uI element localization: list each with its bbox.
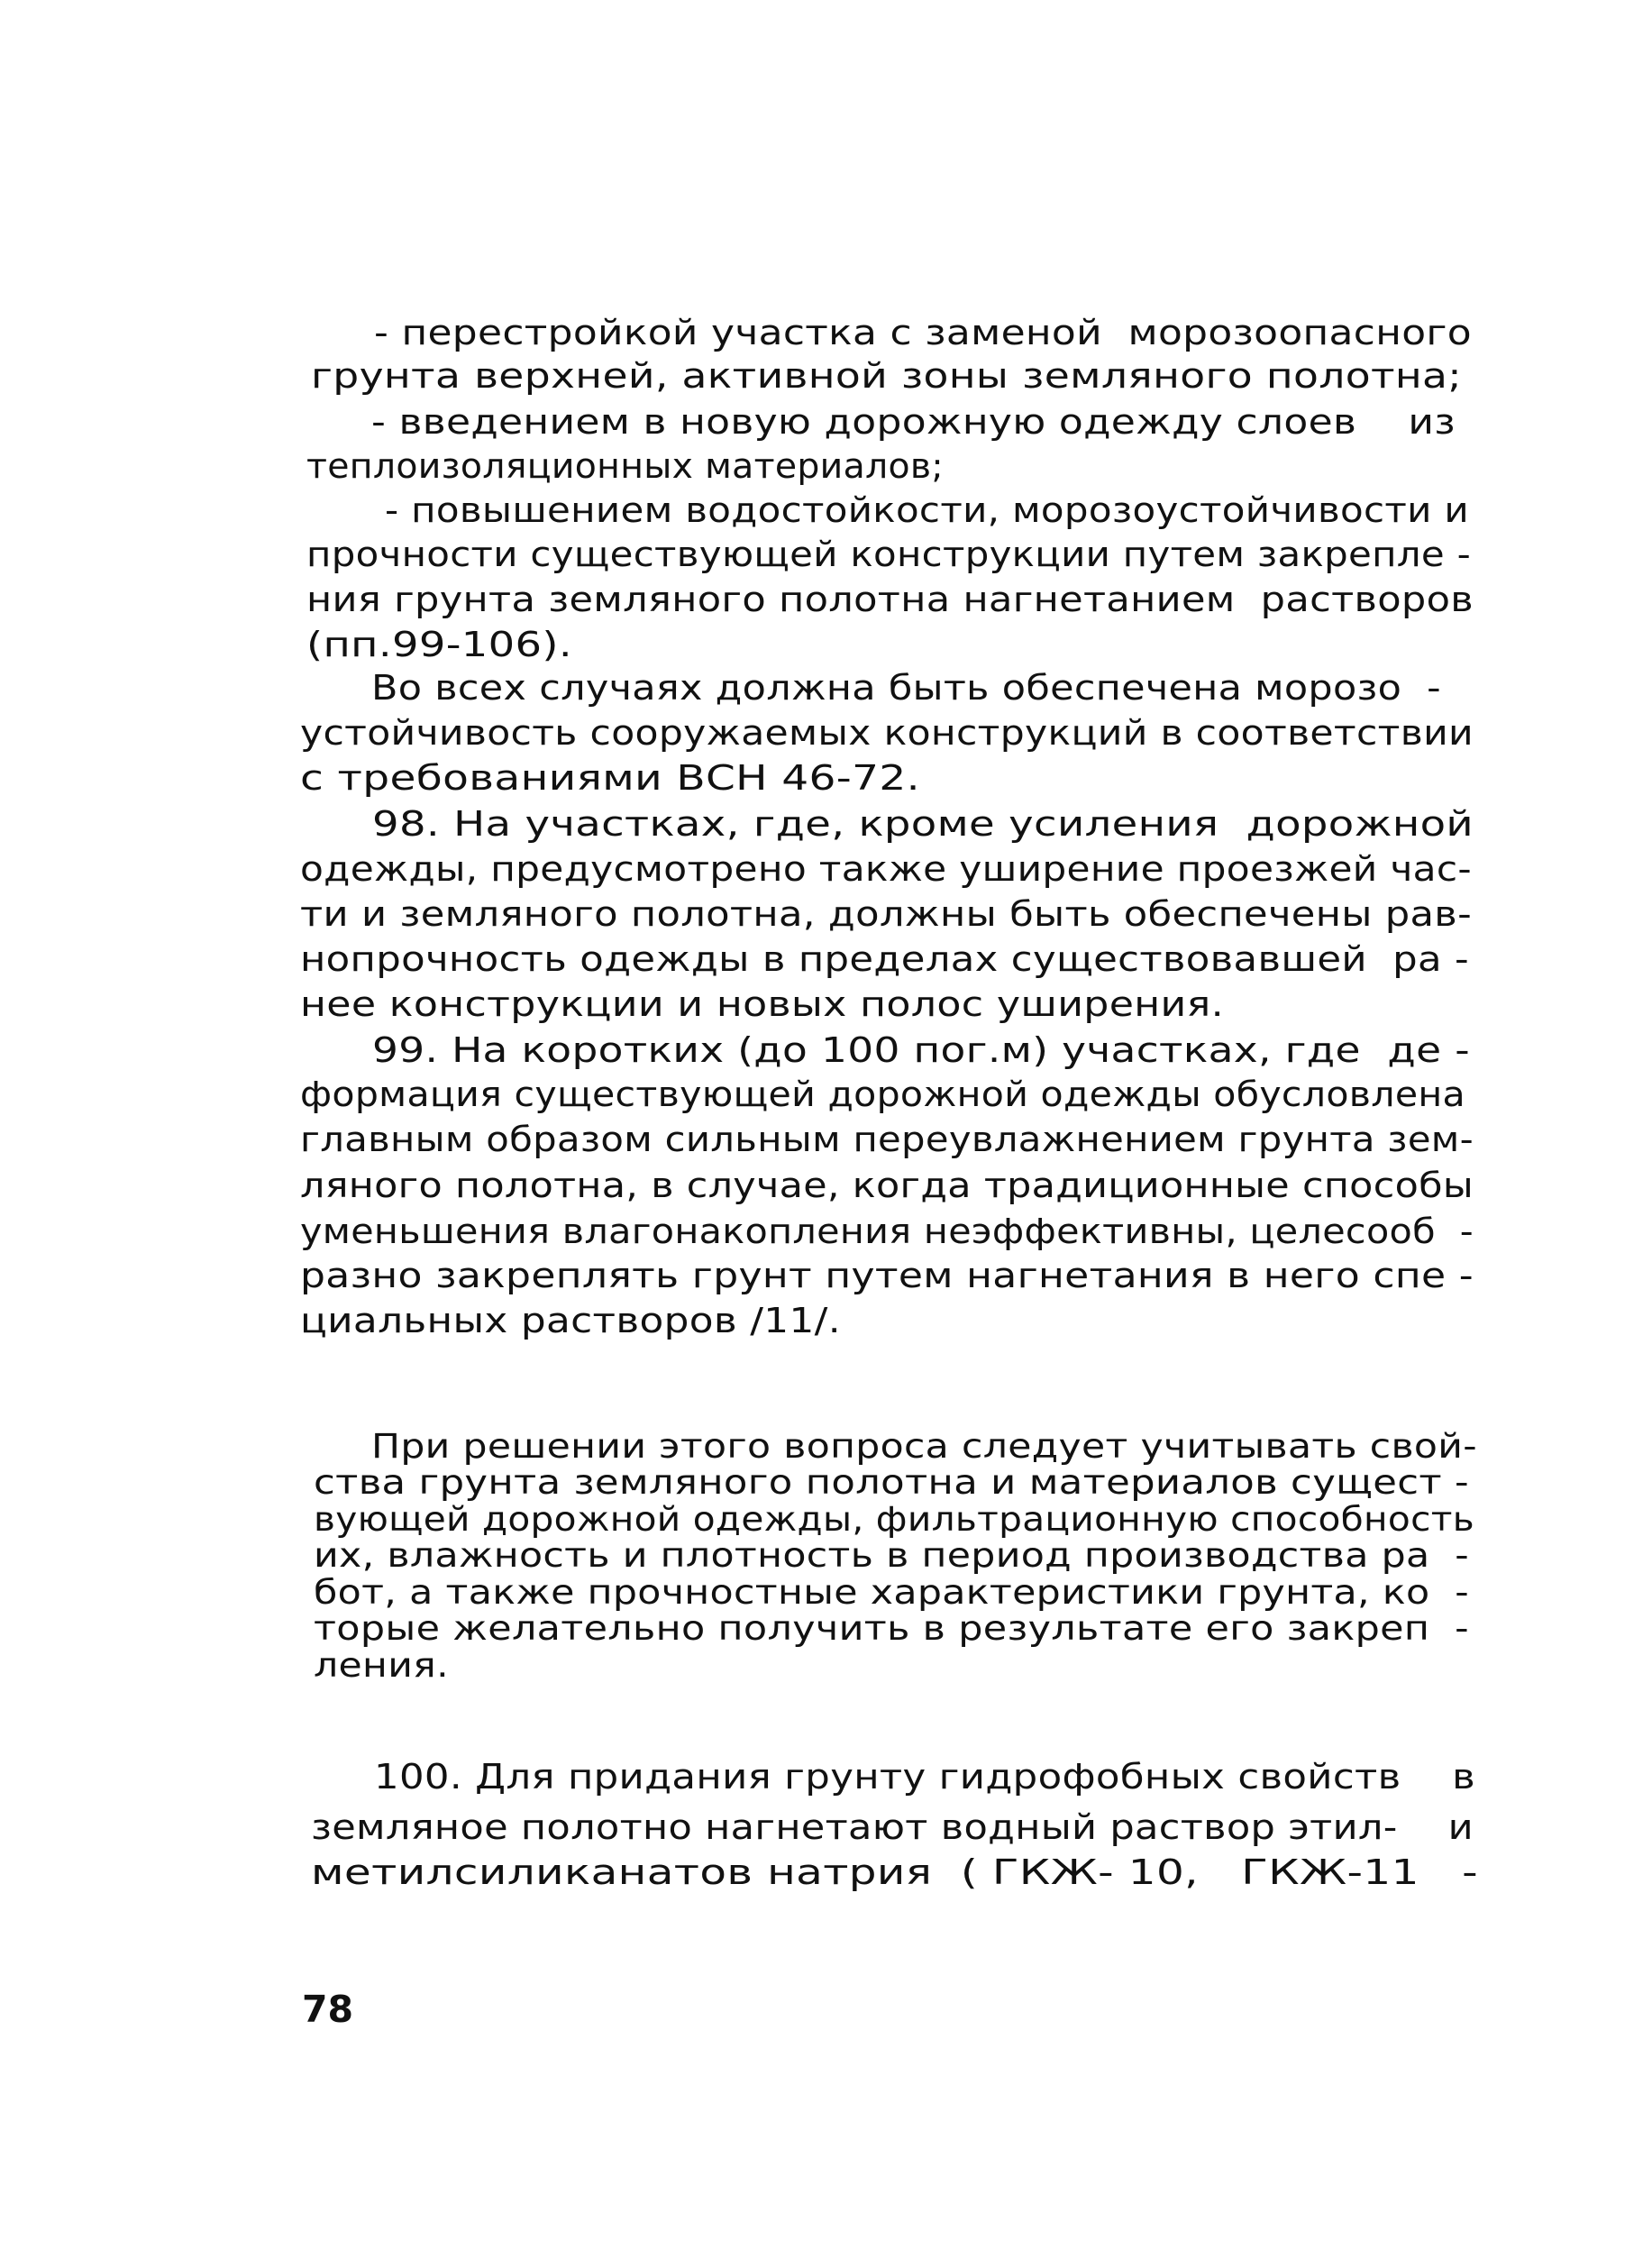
body-line-16: нее конструкции и новых полос уширения.	[300, 984, 1224, 1024]
body-line-11: с требованиями ВСН 46-72.	[300, 758, 920, 798]
note-line-2: ства грунта земляного полотна и материалов сущест -	[314, 1463, 1469, 1502]
body-line-13: одежды, предусмотрено также уширение проезжей час-	[300, 849, 1472, 889]
note-line-3: вующей дорожной одежды, фильтрационную способность	[314, 1500, 1474, 1539]
note-line-1: При решении этого вопроса следует учитывать свой-	[371, 1427, 1477, 1466]
body-line-18: формация существующей дорожной одежды обусловлена	[300, 1075, 1465, 1114]
body-line-8: (пп.99-106).	[306, 625, 572, 664]
body-line-4: теплоизоляционных материалов;	[306, 446, 944, 486]
body-line-12: 98. На участках, где, кроме усиления дорожной	[372, 804, 1474, 844]
body-line-9: Во всех случаях должна быть обеспечена морозо -	[371, 668, 1441, 708]
page-number: 78	[302, 1988, 354, 2031]
body-line-1: - перестройкой участка с заменой морозоопасного	[374, 313, 1472, 352]
body-line-22: разно закреплять грунт путем нагнетания в него спе -	[300, 1256, 1474, 1295]
note-line-6: торые желательно получить в результате его закреп -	[314, 1609, 1469, 1648]
body-line-19: главным образом сильным переувлажнением грунта зем-	[300, 1120, 1474, 1159]
body-line-17: 99. На коротких (до 100 пог.м) участках, где де -	[372, 1030, 1470, 1070]
body-line-5: - повышением водостойкости, морозоустойчивости и	[385, 490, 1469, 530]
closing-line-2: земляное полотно нагнетают водный раствор этил- и	[311, 1807, 1474, 1847]
body-line-2: грунта верхней, активной зоны земляного полотна;	[311, 356, 1462, 396]
body-line-6: прочности существующей конструкции путем закрепле -	[306, 535, 1471, 574]
body-line-20: ляного полотна, в случае, когда традиционные способы	[300, 1166, 1474, 1205]
body-line-14: ти и земляного полотна, должны быть обеспечены рав-	[300, 894, 1472, 934]
closing-line-3: метилсиликанатов натрия ( ГКЖ- 10, ГКЖ-11 -	[311, 1852, 1478, 1892]
body-line-21: уменьшения влагонакопления неэффективны, целесооб -	[300, 1212, 1474, 1251]
body-line-10: устойчивость сооружаемых конструкций в соответствии	[300, 713, 1474, 753]
body-line-23: циальных растворов /11/.	[300, 1301, 841, 1340]
note-line-5: бот, а также прочностные характеристики грунта, ко -	[314, 1573, 1469, 1612]
note-line-7: ления.	[314, 1646, 449, 1685]
note-line-4: их, влажность и плотность в период производства ра -	[314, 1536, 1469, 1575]
body-line-7: ния грунта земляного полотна нагнетанием растворов	[306, 580, 1474, 619]
body-line-15: нопрочность одежды в пределах существовавшей ра -	[300, 939, 1469, 979]
body-line-3: - введением в новую дорожную одежду слоев из	[371, 402, 1456, 442]
closing-line-1: 100. Для придания грунту гидрофобных свойств в	[374, 1757, 1475, 1797]
